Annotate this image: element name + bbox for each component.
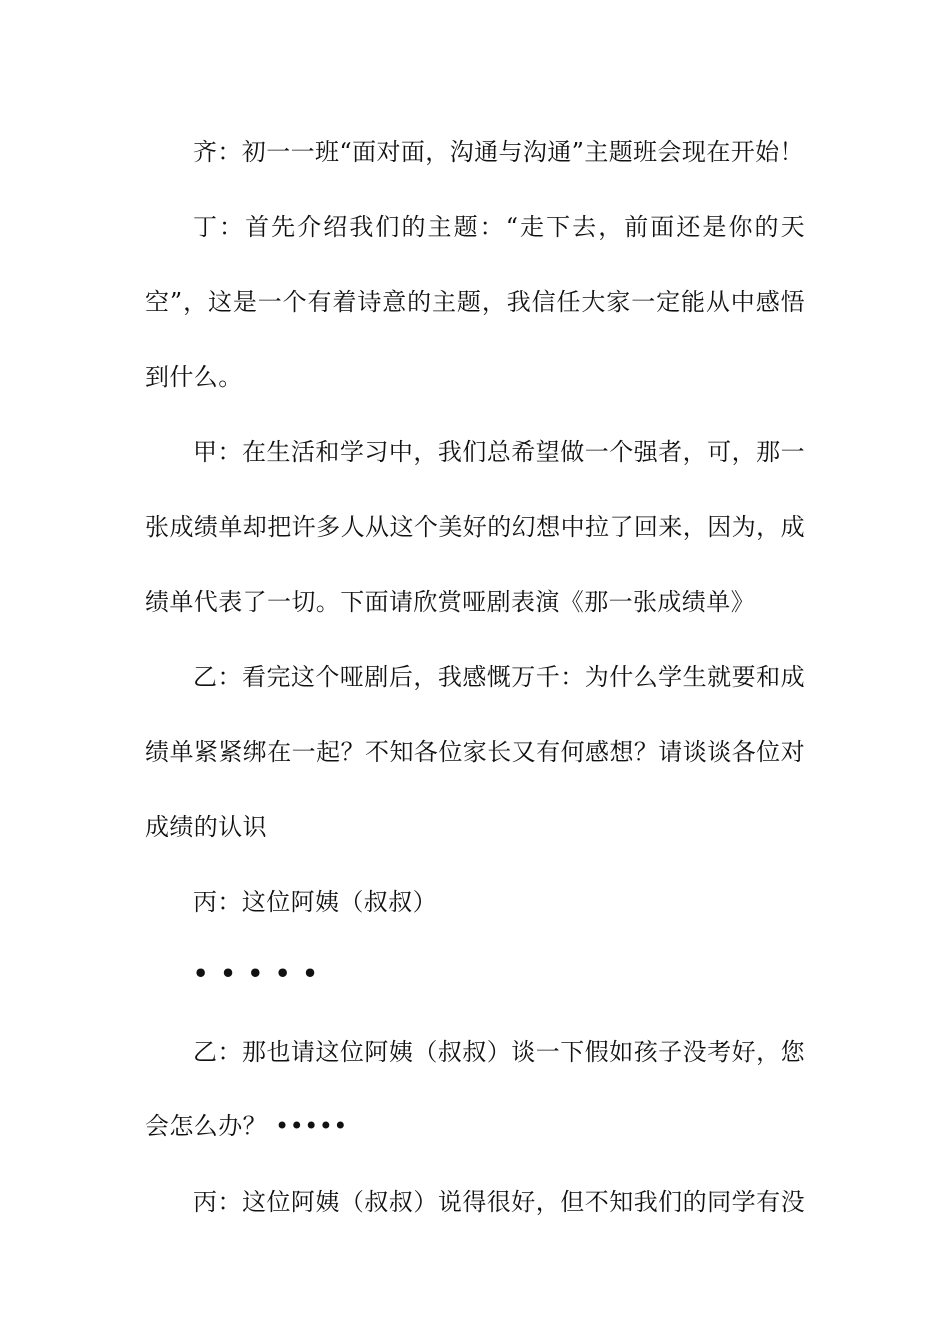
paragraph-line: 齐：初一一班“面对面，沟通与沟通”主题班会现在开始！ (193, 138, 804, 166)
paragraph-line: 乙：那也请这位阿姨（叔叔）谈一下假如孩子没考好，您 (193, 1038, 805, 1066)
paragraph-line: 张成绩单却把许多人从这个美好的幻想中拉了回来，因为，成 (145, 513, 805, 541)
paragraph-line: 绩单紧紧绑在一起？不知各位家长又有何感想？请谈谈各位对 (145, 738, 805, 766)
paragraph-line: 绩单代表了一切。下面请欣赏哑剧表演《那一张成绩单》 (145, 588, 755, 616)
paragraph-line: 成绩的认识 (145, 813, 267, 841)
paragraph-line: 乙：看完这个哑剧后，我感慨万千：为什么学生就要和成 (193, 663, 805, 691)
paragraph-line: 到什么。 (145, 363, 243, 391)
paragraph-line: 丁：首先介绍我们的主题：“走下去，前面还是你的天 (193, 213, 805, 241)
paragraph-line: 空”，这是一个有着诗意的主题，我信任大家一定能从中感悟 (145, 288, 805, 316)
paragraph-line: 丙：这位阿姨（叔叔）说得很好，但不知我们的同学有没 (193, 1188, 805, 1216)
ellipsis-dots: ••••• (193, 959, 330, 988)
paragraph-line: 会怎么办？ ••••• (145, 1112, 348, 1140)
paragraph-line: 丙：这位阿姨（叔叔） (193, 888, 437, 916)
paragraph-line: 甲：在生活和学习中，我们总希望做一个强者，可，那一 (193, 438, 805, 466)
